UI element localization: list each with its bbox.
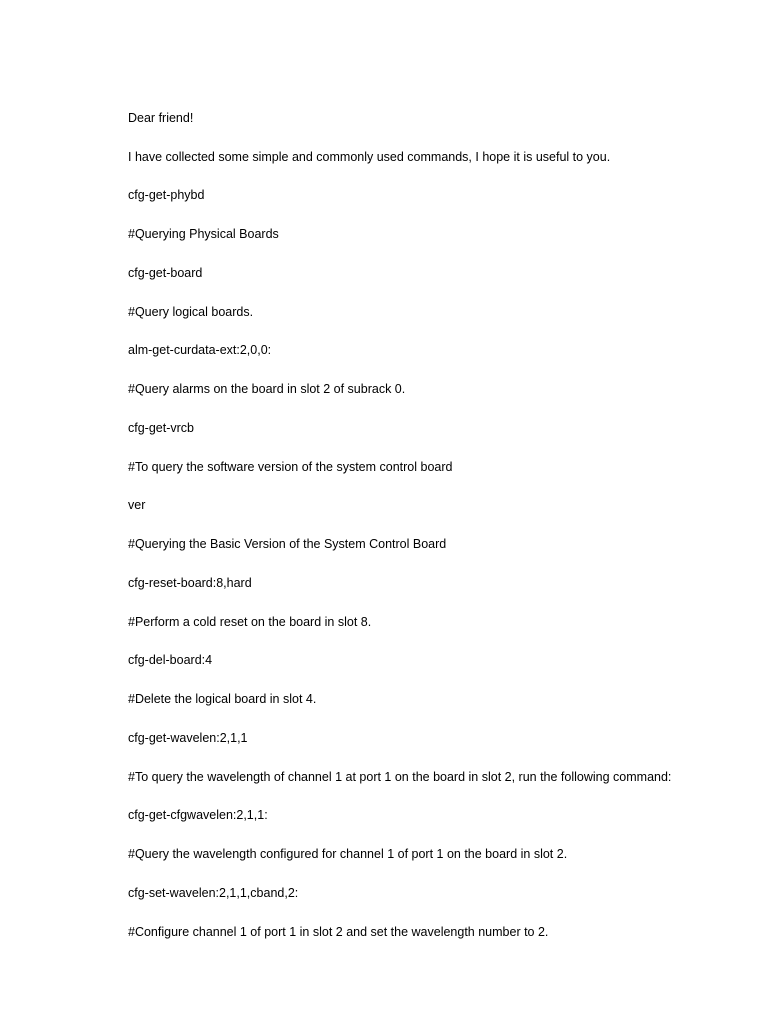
command-line: cfg-reset-board:8,hard xyxy=(128,576,252,590)
comment-line: #To query the software version of the system control board xyxy=(128,460,453,474)
comment-line: #Configure channel 1 of port 1 in slot 2 and set the wavelength number to 2. xyxy=(128,925,549,939)
command-line: cfg-get-wavelen:2,1,1 xyxy=(128,731,248,745)
command-line: cfg-get-phybd xyxy=(128,188,205,202)
comment-line: #Delete the logical board in slot 4. xyxy=(128,692,317,706)
command-line: cfg-set-wavelen:2,1,1,cband,2: xyxy=(128,886,299,900)
comment-line: #Querying the Basic Version of the System Control Board xyxy=(128,537,447,551)
intro-text: I have collected some simple and commonly used commands, I hope it is useful to you. xyxy=(128,150,611,164)
comment-line: #Perform a cold reset on the board in slot 8. xyxy=(128,615,372,629)
command-line: cfg-get-vrcb xyxy=(128,421,194,435)
command-line: ver xyxy=(128,498,146,512)
greeting: Dear friend! xyxy=(128,111,194,125)
comment-line: #Query the wavelength configured for channel 1 of port 1 on the board in slot 2. xyxy=(128,847,568,861)
comment-line: #To query the wavelength of channel 1 at port 1 on the board in slot 2, run the following command: xyxy=(128,770,672,784)
command-line: cfg-get-board xyxy=(128,266,203,280)
comment-line: #Query alarms on the board in slot 2 of subrack 0. xyxy=(128,382,406,396)
comment-line: #Query logical boards. xyxy=(128,305,254,319)
command-line: cfg-get-cfgwavelen:2,1,1: xyxy=(128,808,268,822)
command-line: alm-get-curdata-ext:2,0,0: xyxy=(128,343,272,357)
command-line: cfg-del-board:4 xyxy=(128,653,213,667)
comment-line: #Querying Physical Boards xyxy=(128,227,279,241)
